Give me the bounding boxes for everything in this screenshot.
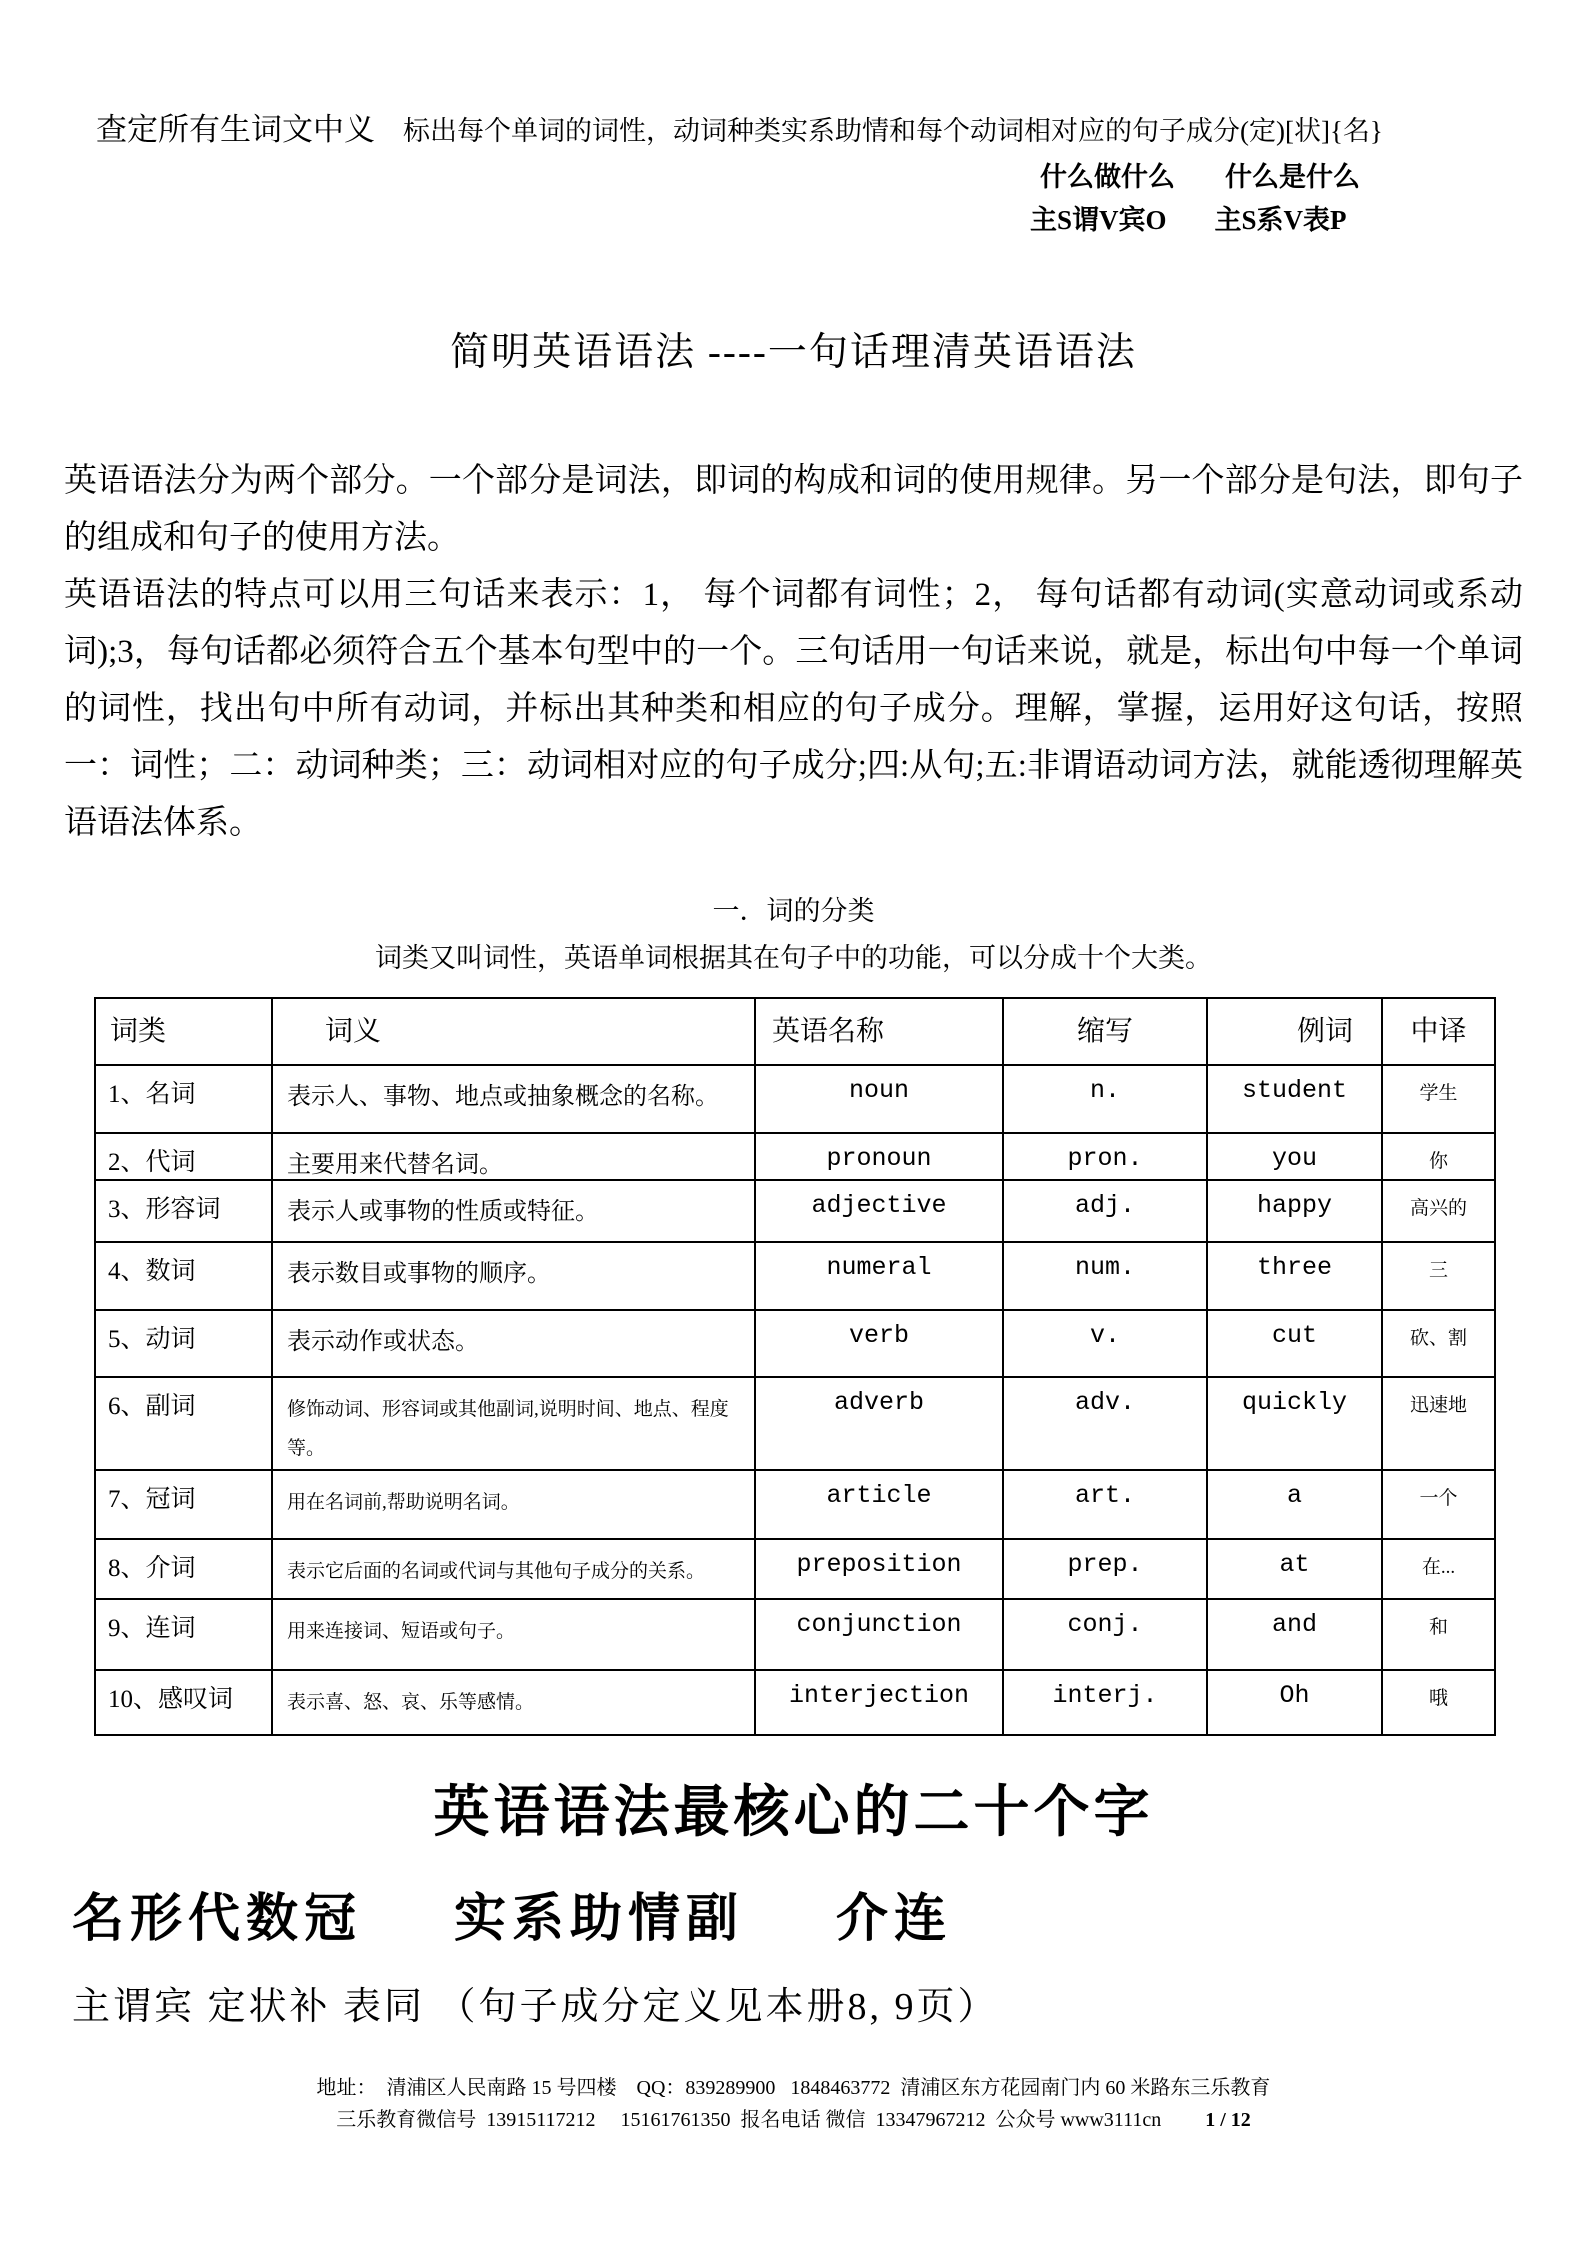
cell-word-class: 4、数词 <box>95 1242 272 1310</box>
sentence-components-line: 主谓宾 定状补 表同 （句子成分定义见本册8, 9页） <box>72 1986 999 2029</box>
cell-translation: 高兴的 <box>1382 1180 1495 1242</box>
section-subheading: 词类又叫词性，英语单词根据其在句子中的功能，可以分成十个大类。 <box>375 942 1212 973</box>
cell-example: and <box>1207 1599 1382 1670</box>
cell-abbreviation: prep. <box>1003 1539 1207 1599</box>
cell-translation: 一个 <box>1382 1470 1495 1539</box>
word-classes-table <box>94 997 1496 1737</box>
footer-address-line: 地址： 清浦区人民南路 15 号四楼 QQ：839289900 1848463772 清浦区东方花园南门内 60 米路东三乐教育 <box>316 2077 1271 2100</box>
table-row-adverb <box>95 1377 1495 1471</box>
cell-example: at <box>1207 1539 1382 1599</box>
header-abbreviation: 缩写 <box>1003 998 1207 1065</box>
cell-english-name: noun <box>755 1065 1003 1133</box>
cell-meaning: 表示动作或状态。 <box>272 1310 755 1377</box>
header-english-name: 英语名称 <box>755 998 1003 1065</box>
annotation-line-1-lead: 查定所有生词文中义 <box>96 112 375 147</box>
page-title: 简明英语语法 ----一句话理清英语语法 <box>450 331 1137 374</box>
header-translation: 中译 <box>1382 998 1495 1065</box>
cell-abbreviation: adv. <box>1003 1377 1207 1471</box>
cell-translation: 砍、割 <box>1382 1310 1495 1377</box>
table-row-noun <box>95 1065 1495 1133</box>
cell-meaning: 表示喜、怒、哀、乐等感情。 <box>272 1670 755 1735</box>
table-row-adjective <box>95 1180 1495 1242</box>
cell-english-name: adjective <box>755 1180 1003 1242</box>
core-character-groups <box>72 1876 1587 1951</box>
header-meaning: 词义 <box>272 998 755 1065</box>
cell-translation: 在... <box>1382 1539 1495 1599</box>
cell-word-class: 3、形容词 <box>95 1180 272 1242</box>
cell-abbreviation: n. <box>1003 1065 1207 1133</box>
core-group-verbs-adverbs: 实系助情副 <box>454 1891 745 1949</box>
cell-meaning: 表示它后面的名词或代词与其他句子成分的关系。 <box>272 1539 755 1599</box>
header-example: 例词 <box>1207 998 1382 1065</box>
cell-meaning: 表示数目或事物的顺序。 <box>272 1242 755 1310</box>
header-word-class: 词类 <box>95 998 272 1065</box>
cell-word-class: 10、感叹词 <box>95 1670 272 1735</box>
annotation-line-1-rest: 标出每个单词的词性，动词种类实系助情和每个动词相对应的句子成分(定)[状]{名} <box>403 116 1383 146</box>
cell-example: you <box>1207 1133 1382 1180</box>
annotation-line-3 <box>1030 198 1587 237</box>
paragraph-word-vs-sentence: 英语语法分为两个部分。一个部分是词法，即词的构成和词的使用规律。另一个部分是句法，即句子的组成和句子的使用方法。 <box>64 463 1523 557</box>
cell-english-name: verb <box>755 1310 1003 1377</box>
annotation-block <box>0 0 1587 237</box>
core-group-prep-conj: 介连 <box>836 1891 953 1949</box>
cell-word-class: 5、动词 <box>95 1310 272 1377</box>
cell-meaning: 用来连接词、短语或句子。 <box>272 1599 755 1670</box>
annotation-svp-pattern: 主S系V表P <box>1214 205 1347 235</box>
cell-example: quickly <box>1207 1377 1382 1471</box>
cell-example: Oh <box>1207 1670 1382 1735</box>
section-heading: 一．词的分类 <box>712 895 875 926</box>
cell-english-name: numeral <box>755 1242 1003 1310</box>
page-number: 1 / 12 <box>1205 2109 1251 2132</box>
cell-translation: 迅速地 <box>1382 1377 1495 1471</box>
cell-translation: 学生 <box>1382 1065 1495 1133</box>
cell-meaning: 修饰动词、形容词或其他副词,说明时间、地点、程度等。 <box>272 1377 755 1471</box>
cell-english-name: article <box>755 1470 1003 1539</box>
table-row-article <box>95 1470 1495 1539</box>
cell-english-name: interjection <box>755 1670 1003 1735</box>
cell-example: a <box>1207 1470 1382 1539</box>
cell-example: student <box>1207 1065 1382 1133</box>
cell-meaning: 表示人、事物、地点或抽象概念的名称。 <box>272 1065 755 1133</box>
cell-abbreviation: pron. <box>1003 1133 1207 1180</box>
table-row-interjection <box>95 1670 1495 1735</box>
table-row-conjunction <box>95 1599 1495 1670</box>
page-footer <box>0 2072 1587 2136</box>
cell-abbreviation: v. <box>1003 1310 1207 1377</box>
table-header-row <box>95 998 1495 1065</box>
cell-abbreviation: num. <box>1003 1242 1207 1310</box>
annotation-line-1 <box>96 104 1587 149</box>
table-body <box>95 1065 1495 1736</box>
cell-translation: 你 <box>1382 1133 1495 1180</box>
table-row-pronoun <box>95 1133 1495 1180</box>
cell-translation: 三 <box>1382 1242 1495 1310</box>
intro-paragraphs <box>64 453 1523 853</box>
core-group-notional-words: 名形代数冠 <box>72 1891 363 1949</box>
annotation-what-is-what: 什么是什么 <box>1225 162 1360 192</box>
table-row-verb <box>95 1310 1495 1377</box>
table-row-preposition <box>95 1539 1495 1599</box>
cell-word-class: 2、代词 <box>95 1133 272 1180</box>
cell-abbreviation: art. <box>1003 1470 1207 1539</box>
cell-abbreviation: interj. <box>1003 1670 1207 1735</box>
core-twenty-characters-heading: 英语语法最核心的二十个字 <box>433 1782 1154 1845</box>
cell-word-class: 7、冠词 <box>95 1470 272 1539</box>
cell-example: cut <box>1207 1310 1382 1377</box>
footer-contact-line <box>0 2104 1587 2136</box>
cell-english-name: conjunction <box>755 1599 1003 1670</box>
cell-english-name: pronoun <box>755 1133 1003 1180</box>
cell-english-name: adverb <box>755 1377 1003 1471</box>
cell-meaning: 表示人或事物的性质或特征。 <box>272 1180 755 1242</box>
cell-word-class: 8、介词 <box>95 1539 272 1599</box>
cell-translation: 哦 <box>1382 1670 1495 1735</box>
cell-example: three <box>1207 1242 1382 1310</box>
cell-abbreviation: conj. <box>1003 1599 1207 1670</box>
table-header <box>95 998 1495 1065</box>
cell-word-class: 6、副词 <box>95 1377 272 1471</box>
paragraph-three-sentences: 英语语法的特点可以用三句话来表示：1， 每个词都有词性；2， 每句话都有动词(实意动词或系动词);3，每句话都必须符合五个基本句型中的一个。三句话用一句话来说，就是，标出句中每一个单词的词性，找出句中所有动词，并标出其种类和相应的句子成分。理解，掌握，运用好这句话，按照一：词性；二：动词种类；三：动词相对应的句子成分;四:从句;五:非谓语动词方法，就能透彻理解英语语法体系。 <box>64 577 1523 842</box>
cell-english-name: preposition <box>755 1539 1003 1599</box>
footer-contact-text: 三乐教育微信号 13915117212 15161761350 报名电话 微信 13347967212 公众号 www3111cn <box>336 2109 1162 2132</box>
annotation-svo-pattern: 主S谓V宾O <box>1030 205 1167 235</box>
cell-meaning: 主要用来代替名词。 <box>272 1133 755 1180</box>
table-row-numeral <box>95 1242 1495 1310</box>
annotation-line-2 <box>1040 155 1587 194</box>
cell-word-class: 9、连词 <box>95 1599 272 1670</box>
cell-word-class: 1、名词 <box>95 1065 272 1133</box>
annotation-what-does-what: 什么做什么 <box>1040 162 1175 192</box>
cell-meaning: 用在名词前,帮助说明名词。 <box>272 1470 755 1539</box>
cell-abbreviation: adj. <box>1003 1180 1207 1242</box>
cell-translation: 和 <box>1382 1599 1495 1670</box>
cell-example: happy <box>1207 1180 1382 1242</box>
